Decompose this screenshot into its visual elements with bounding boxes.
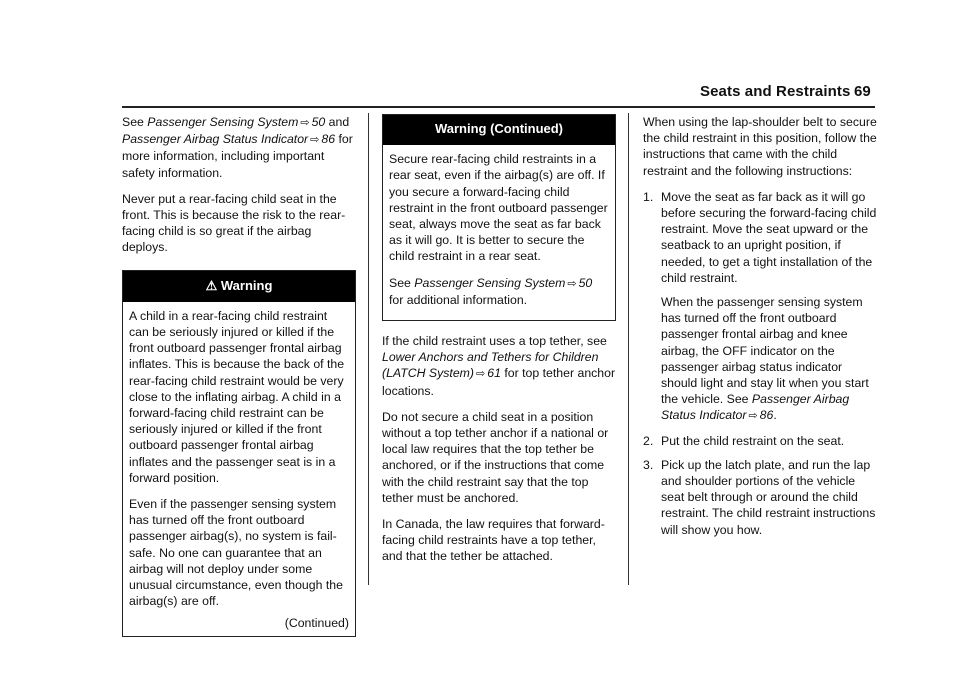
column-divider-2 [628, 113, 629, 585]
page-ref[interactable]: 50 [311, 115, 326, 129]
tether-paragraph [382, 333, 616, 399]
warning-title: Warning [220, 277, 273, 293]
intro-paragraph: When using the lap-shoulder belt to secure the child restraint in this position, follow the instructions that came with the child restraint and the following instructions: [643, 115, 877, 178]
warning-continued-box [382, 114, 616, 321]
warning-continued-header: Warning (Continued) [383, 115, 615, 145]
page-ref[interactable]: 86 [321, 132, 336, 147]
step-number: 2. [643, 433, 654, 448]
page-arrow-icon: ⇨ [300, 117, 310, 129]
text: See [389, 275, 415, 290]
step-note [661, 294, 879, 425]
text: for additional information. [389, 292, 528, 307]
text: See [122, 115, 148, 129]
see-also-paragraph [122, 114, 356, 181]
body-paragraph: Never put a rear-facing child seat in the front. This is because the risk to the rear-facing child is so great if the airbag deploys. [122, 191, 346, 255]
text: If the child restraint uses a top tether, see [382, 334, 607, 349]
text: When the passenger sensing system has turned off the front outboard passenger frontal airbag and knee airbag, the OFF indicator on the passenger airbag status indicator should light and stay lit when you start the vehicle. See [661, 295, 869, 407]
list-item [643, 189, 879, 425]
section-title: Seats and Restraints [700, 83, 851, 100]
list-item [643, 433, 879, 449]
warning-paragraph: Even if the passenger sensing system has turned off the front outboard passenger airbag(s), no system is fail-safe. No one can guarantee that an airbag will not deploy under some unusual circumstance, even though the airbag(s) are off. [129, 497, 343, 609]
cross-reference-link[interactable]: Lower Anchors and Tethers for Children (LATCH System) [382, 350, 599, 381]
list-item [643, 457, 879, 538]
cross-reference-link[interactable]: Passenger Sensing System [414, 275, 566, 290]
column-2 [382, 114, 616, 575]
instruction-list [643, 189, 879, 538]
warning-body [383, 145, 615, 320]
warning-paragraph: Secure rear-facing child restraints in a rear seat, even if the airbag(s) are off. If you secure a forward-facing child restraint in the front outboard passenger seat, always move the seat as far back as it will go. It is better to secure the child restraint in a rear seat. [389, 152, 608, 264]
step-text: Move the seat as far back as it will go before securing the forward-facing child restraint. Move the seat upward or the seatback to an upright position, if needed, to get a tight installation of the child restraint. [661, 189, 877, 285]
cross-reference-link[interactable]: Passenger Airbag Status Indicator [122, 132, 309, 147]
cross-reference-link[interactable]: Passenger Airbag Status Indicator [661, 392, 850, 423]
page-number: 69 [854, 83, 871, 100]
page-arrow-icon: ⇨ [476, 368, 486, 381]
column-1 [122, 114, 356, 637]
page-ref[interactable]: 61 [487, 366, 501, 381]
body-paragraph: In Canada, the law requires that forward-facing child restraints have a top tether, and that the tether be attached. [382, 517, 605, 564]
warning-icon: ⚠ [205, 277, 218, 293]
warning-box [122, 270, 356, 637]
text: . [773, 408, 777, 423]
step-text: Pick up the latch plate, and run the lap and shoulder portions of the vehicle seat belt through or around the child restraint. The child restraint instructions will show you how. [661, 457, 876, 537]
warning-paragraph: A child in a rear-facing child restraint can be seriously injured or killed if the front outboard passenger frontal airbag inflates. This is because the back of the rear-facing child restraint would be very close to the inflating airbag. A child in a forward-facing child restraint can be seriously injured or killed if the front outboard passenger frontal airbag inflates and the passenger seat is in a forward position. [129, 308, 345, 485]
page-ref[interactable]: 50 [578, 275, 593, 290]
text: for more information, including important safety information. [122, 132, 353, 180]
header-rule [122, 106, 875, 108]
page-arrow-icon: ⇨ [748, 410, 758, 423]
page-arrow-icon: ⇨ [310, 134, 320, 147]
warning-header [123, 271, 355, 302]
cross-reference-link[interactable]: Passenger Sensing System [147, 115, 299, 129]
warning-see-also [389, 275, 609, 308]
body-paragraph: Do not secure a child seat in a position without a top tether anchor if a national or local law requires that the top tether be anchored, or if the instructions that come with the child restraint say that the top tether must be anchored. [382, 409, 609, 505]
page-ref[interactable]: 86 [759, 408, 774, 423]
warning-body [123, 302, 355, 636]
step-number: 1. [643, 189, 654, 204]
column-3 [643, 114, 879, 546]
text: for top tether anchor locations. [382, 366, 616, 398]
column-divider-1 [368, 113, 369, 585]
step-text: Put the child restraint on the seat. [661, 433, 845, 448]
continued-label: (Continued) [284, 616, 349, 631]
step-number: 3. [643, 457, 654, 472]
text: and [325, 115, 350, 129]
page-arrow-icon: ⇨ [567, 277, 577, 290]
